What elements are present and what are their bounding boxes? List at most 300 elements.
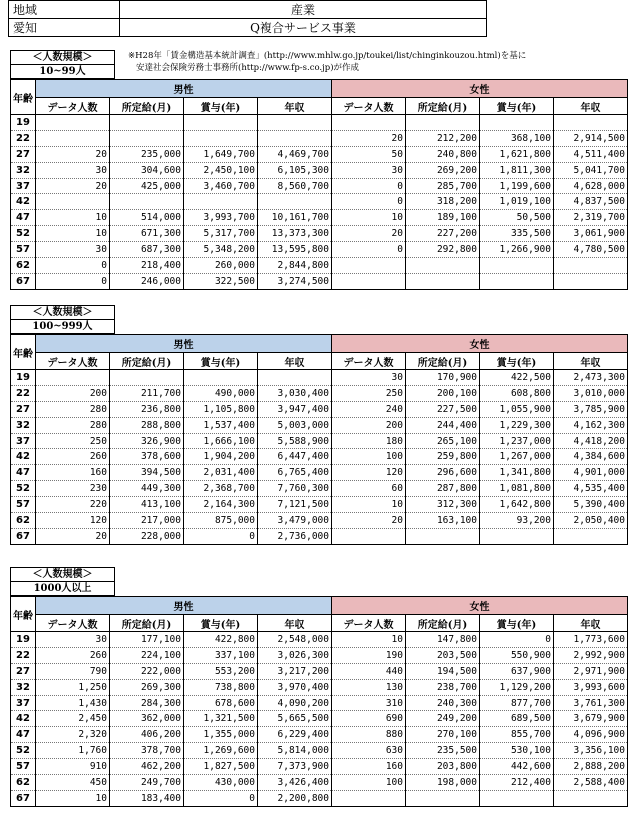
female-cell: 30 — [332, 370, 406, 386]
female-cell: 1,773,600 — [554, 632, 628, 648]
female-cell: 2,588,400 — [554, 775, 628, 791]
male-cell — [184, 370, 258, 386]
table-header-row — [11, 335, 628, 353]
age-cell: 22 — [11, 647, 36, 663]
female-cell — [480, 258, 554, 274]
female-cell: 2,473,300 — [554, 370, 628, 386]
male-cell: 6,447,400 — [258, 449, 332, 465]
column-header-bonus: 賞与(年) — [184, 98, 258, 115]
male-cell — [36, 194, 110, 210]
age-header: 年齢 — [11, 80, 36, 115]
female-cell — [480, 528, 554, 544]
male-cell: 8,560,700 — [258, 178, 332, 194]
female-cell: 287,800 — [406, 481, 480, 497]
male-cell: 362,000 — [110, 711, 184, 727]
male-cell: 20 — [36, 146, 110, 162]
age-cell: 32 — [11, 679, 36, 695]
female-cell: 203,500 — [406, 647, 480, 663]
female-cell: 0 — [332, 194, 406, 210]
age-cell: 19 — [11, 115, 36, 131]
male-cell: 0 — [184, 790, 258, 806]
female-cell: 212,400 — [480, 775, 554, 791]
age-cell: 27 — [11, 146, 36, 162]
table-row — [11, 775, 628, 791]
female-cell: 235,500 — [406, 743, 480, 759]
female-cell: 0 — [332, 242, 406, 258]
table-row — [11, 194, 628, 210]
female-cell — [554, 258, 628, 274]
male-cell: 217,000 — [110, 513, 184, 529]
table-row — [11, 647, 628, 663]
age-cell: 27 — [11, 401, 36, 417]
table-row — [11, 385, 628, 401]
table-row — [11, 115, 628, 131]
female-cell — [332, 115, 406, 131]
male-cell: 4,090,200 — [258, 695, 332, 711]
male-cell: 430,000 — [184, 775, 258, 791]
female-header: 女性 — [332, 80, 628, 98]
female-cell: 30 — [332, 162, 406, 178]
male-cell: 378,700 — [110, 743, 184, 759]
female-cell: 1,266,900 — [480, 242, 554, 258]
male-cell: 2,548,000 — [258, 632, 332, 648]
male-cell: 13,373,300 — [258, 226, 332, 242]
male-cell: 553,200 — [184, 663, 258, 679]
female-cell: 200 — [332, 417, 406, 433]
male-cell — [258, 194, 332, 210]
male-cell: 671,300 — [110, 226, 184, 242]
column-header-bonus: 賞与(年) — [184, 353, 258, 370]
table-row — [11, 695, 628, 711]
female-cell: 130 — [332, 679, 406, 695]
male-cell: 280 — [36, 401, 110, 417]
female-cell: 285,700 — [406, 178, 480, 194]
female-cell: 5,390,400 — [554, 497, 628, 513]
age-cell: 57 — [11, 242, 36, 258]
female-cell: 3,993,600 — [554, 679, 628, 695]
column-header-monthly: 所定給(月) — [406, 615, 480, 632]
wage-table — [10, 334, 628, 545]
female-cell: 880 — [332, 727, 406, 743]
male-cell: 7,373,900 — [258, 759, 332, 775]
table-subheader-row — [11, 353, 628, 370]
table-row — [11, 401, 628, 417]
table-row — [11, 433, 628, 449]
male-cell: 200 — [36, 385, 110, 401]
male-header: 男性 — [36, 80, 332, 98]
table-row — [11, 727, 628, 743]
age-cell: 67 — [11, 273, 36, 289]
male-cell: 3,460,700 — [184, 178, 258, 194]
male-cell: 490,000 — [184, 385, 258, 401]
column-header-annual: 年収 — [554, 615, 628, 632]
male-cell: 326,900 — [110, 433, 184, 449]
male-cell: 3,947,400 — [258, 401, 332, 417]
column-header-annual: 年収 — [258, 615, 332, 632]
male-cell: 224,100 — [110, 647, 184, 663]
table-row — [11, 273, 628, 289]
table-row — [11, 632, 628, 648]
column-header-bonus: 賞与(年) — [480, 353, 554, 370]
age-cell: 47 — [11, 727, 36, 743]
male-cell: 378,600 — [110, 449, 184, 465]
male-cell: 236,800 — [110, 401, 184, 417]
male-cell: 2,164,300 — [184, 497, 258, 513]
age-header: 年齢 — [11, 597, 36, 632]
female-cell: 1,129,200 — [480, 679, 554, 695]
table-header-row — [11, 597, 628, 615]
female-cell: 4,628,000 — [554, 178, 628, 194]
female-cell: 3,061,900 — [554, 226, 628, 242]
male-cell: 1,649,700 — [184, 146, 258, 162]
female-cell: 0 — [480, 632, 554, 648]
female-cell: 10 — [332, 210, 406, 226]
male-cell — [184, 130, 258, 146]
column-header-bonus: 賞与(年) — [480, 98, 554, 115]
female-cell: 608,800 — [480, 385, 554, 401]
table-row — [11, 497, 628, 513]
female-cell: 240,800 — [406, 146, 480, 162]
table-row — [11, 790, 628, 806]
female-cell: 50 — [332, 146, 406, 162]
column-header-annual: 年収 — [554, 353, 628, 370]
female-cell: 60 — [332, 481, 406, 497]
male-cell: 1,760 — [36, 743, 110, 759]
age-cell: 37 — [11, 695, 36, 711]
age-cell: 32 — [11, 417, 36, 433]
male-cell: 2,844,800 — [258, 258, 332, 274]
age-cell: 42 — [11, 711, 36, 727]
male-cell: 322,500 — [184, 273, 258, 289]
female-cell: 180 — [332, 433, 406, 449]
age-cell: 47 — [11, 210, 36, 226]
age-cell: 19 — [11, 370, 36, 386]
size-section — [10, 50, 628, 290]
table-row — [11, 146, 628, 162]
female-cell: 227,500 — [406, 401, 480, 417]
male-cell: 1,537,400 — [184, 417, 258, 433]
age-cell: 62 — [11, 775, 36, 791]
female-cell: 3,356,100 — [554, 743, 628, 759]
age-cell: 62 — [11, 258, 36, 274]
male-cell: 222,000 — [110, 663, 184, 679]
male-cell: 30 — [36, 162, 110, 178]
male-cell — [110, 194, 184, 210]
table-row — [11, 513, 628, 529]
male-cell: 218,400 — [110, 258, 184, 274]
female-cell: 50,500 — [480, 210, 554, 226]
male-cell: 738,800 — [184, 679, 258, 695]
female-cell — [406, 790, 480, 806]
female-cell: 100 — [332, 449, 406, 465]
male-cell: 4,469,700 — [258, 146, 332, 162]
male-cell: 30 — [36, 242, 110, 258]
table-row — [11, 162, 628, 178]
age-cell: 37 — [11, 178, 36, 194]
male-cell: 462,200 — [110, 759, 184, 775]
column-header-monthly: 所定給(月) — [406, 353, 480, 370]
female-cell: 1,019,100 — [480, 194, 554, 210]
male-cell: 5,003,000 — [258, 417, 332, 433]
column-header-count: データ人数 — [332, 615, 406, 632]
table-row — [11, 711, 628, 727]
table-row — [11, 226, 628, 242]
column-header-count: データ人数 — [332, 353, 406, 370]
female-cell: 189,100 — [406, 210, 480, 226]
column-header-annual: 年収 — [258, 353, 332, 370]
size-label: 100~999人 — [10, 320, 115, 334]
male-cell: 160 — [36, 465, 110, 481]
column-header-monthly: 所定給(月) — [406, 98, 480, 115]
column-header-annual: 年収 — [258, 98, 332, 115]
source-note-line2: 安達社会保険労務士事務所(http://www.fp-s.co.jp)が作成 — [136, 63, 360, 73]
female-cell: 200,100 — [406, 385, 480, 401]
female-cell: 296,600 — [406, 465, 480, 481]
table-header-row — [11, 80, 628, 98]
female-cell: 194,500 — [406, 663, 480, 679]
male-cell: 1,904,200 — [184, 449, 258, 465]
male-cell: 790 — [36, 663, 110, 679]
female-cell: 637,900 — [480, 663, 554, 679]
table-row — [11, 130, 628, 146]
age-cell: 32 — [11, 162, 36, 178]
male-cell — [184, 115, 258, 131]
female-cell: 2,050,400 — [554, 513, 628, 529]
male-cell: 3,274,500 — [258, 273, 332, 289]
industry-label: 産業 — [120, 1, 487, 19]
wage-table — [10, 596, 628, 807]
male-cell: 2,450,100 — [184, 162, 258, 178]
female-cell — [554, 790, 628, 806]
age-cell: 67 — [11, 790, 36, 806]
table-row — [11, 417, 628, 433]
male-cell: 1,105,800 — [184, 401, 258, 417]
male-cell: 13,595,800 — [258, 242, 332, 258]
female-cell: 368,100 — [480, 130, 554, 146]
female-cell — [332, 258, 406, 274]
female-cell — [554, 273, 628, 289]
male-cell — [258, 115, 332, 131]
male-cell: 250 — [36, 433, 110, 449]
female-cell: 690 — [332, 711, 406, 727]
table-row — [11, 258, 628, 274]
male-header: 男性 — [36, 597, 332, 615]
male-cell: 5,588,900 — [258, 433, 332, 449]
male-cell: 6,229,400 — [258, 727, 332, 743]
male-cell: 1,355,000 — [184, 727, 258, 743]
male-cell — [36, 130, 110, 146]
table-subheader-row — [11, 615, 628, 632]
female-cell: 4,418,200 — [554, 433, 628, 449]
female-cell: 335,500 — [480, 226, 554, 242]
male-cell — [258, 130, 332, 146]
female-cell: 270,100 — [406, 727, 480, 743]
male-cell: 7,121,500 — [258, 497, 332, 513]
female-cell: 855,700 — [480, 727, 554, 743]
male-cell: 0 — [184, 528, 258, 544]
female-cell — [480, 115, 554, 131]
female-cell: 20 — [332, 513, 406, 529]
female-cell: 1,055,900 — [480, 401, 554, 417]
female-cell: 630 — [332, 743, 406, 759]
male-cell: 0 — [36, 258, 110, 274]
female-cell: 442,600 — [480, 759, 554, 775]
female-cell: 190 — [332, 647, 406, 663]
female-cell: 4,535,400 — [554, 481, 628, 497]
female-cell: 2,319,700 — [554, 210, 628, 226]
male-cell — [36, 115, 110, 131]
male-cell: 230 — [36, 481, 110, 497]
male-cell: 20 — [36, 528, 110, 544]
male-cell: 6,765,400 — [258, 465, 332, 481]
female-cell: 4,901,000 — [554, 465, 628, 481]
age-cell: 22 — [11, 385, 36, 401]
male-cell: 3,970,400 — [258, 679, 332, 695]
male-cell: 3,993,700 — [184, 210, 258, 226]
male-cell: 177,100 — [110, 632, 184, 648]
size-label: 1000人以上 — [10, 582, 115, 596]
male-cell — [36, 370, 110, 386]
female-cell: 4,511,400 — [554, 146, 628, 162]
female-cell: 4,162,300 — [554, 417, 628, 433]
female-cell: 203,800 — [406, 759, 480, 775]
female-cell: 249,200 — [406, 711, 480, 727]
male-cell: 260,000 — [184, 258, 258, 274]
female-cell — [554, 528, 628, 544]
female-cell — [406, 115, 480, 131]
female-cell — [332, 528, 406, 544]
female-cell: 100 — [332, 775, 406, 791]
female-cell: 240 — [332, 401, 406, 417]
female-cell: 147,800 — [406, 632, 480, 648]
male-cell: 450 — [36, 775, 110, 791]
table-row — [11, 242, 628, 258]
column-header-count: データ人数 — [36, 353, 110, 370]
male-cell: 1,666,100 — [184, 433, 258, 449]
age-cell: 42 — [11, 194, 36, 210]
female-cell: 1,199,600 — [480, 178, 554, 194]
female-cell: 238,700 — [406, 679, 480, 695]
female-cell: 689,500 — [480, 711, 554, 727]
male-cell: 5,317,700 — [184, 226, 258, 242]
female-cell: 20 — [332, 226, 406, 242]
age-header: 年齢 — [11, 335, 36, 370]
male-cell: 260 — [36, 449, 110, 465]
scale-label: ＜人数規模＞ — [10, 50, 115, 65]
female-cell: 440 — [332, 663, 406, 679]
region-value: 愛知 — [9, 19, 120, 37]
male-cell: 2,200,800 — [258, 790, 332, 806]
female-cell: 160 — [332, 759, 406, 775]
age-cell: 52 — [11, 481, 36, 497]
female-cell: 310 — [332, 695, 406, 711]
male-cell: 413,100 — [110, 497, 184, 513]
male-cell — [184, 194, 258, 210]
male-cell: 910 — [36, 759, 110, 775]
female-cell: 2,992,900 — [554, 647, 628, 663]
female-cell: 0 — [332, 178, 406, 194]
female-cell: 1,341,800 — [480, 465, 554, 481]
header-table — [8, 0, 487, 37]
age-cell: 27 — [11, 663, 36, 679]
source-note-line1: ※H28年「賃金構造基本統計調査」(http://www.mhlw.go.jp/toukei/list/chinginkouzou.html)を基に — [128, 51, 527, 61]
column-header-monthly: 所定給(月) — [110, 98, 184, 115]
male-cell: 2,450 — [36, 711, 110, 727]
female-cell: 4,384,600 — [554, 449, 628, 465]
scale-label: ＜人数規模＞ — [10, 567, 115, 582]
male-cell: 220 — [36, 497, 110, 513]
female-cell: 2,914,500 — [554, 130, 628, 146]
female-header: 女性 — [332, 335, 628, 353]
female-cell — [480, 790, 554, 806]
female-cell: 1,811,300 — [480, 162, 554, 178]
female-cell: 170,900 — [406, 370, 480, 386]
male-cell: 1,269,600 — [184, 743, 258, 759]
female-cell: 318,200 — [406, 194, 480, 210]
column-header-count: データ人数 — [36, 615, 110, 632]
female-cell: 93,200 — [480, 513, 554, 529]
table-row — [11, 370, 628, 386]
male-cell: 449,300 — [110, 481, 184, 497]
male-cell: 269,300 — [110, 679, 184, 695]
column-header-bonus: 賞与(年) — [480, 615, 554, 632]
table-row — [11, 449, 628, 465]
table-row — [11, 528, 628, 544]
female-cell: 1,621,800 — [480, 146, 554, 162]
male-cell: 1,430 — [36, 695, 110, 711]
female-cell: 10 — [332, 497, 406, 513]
table-subheader-row — [11, 98, 628, 115]
age-cell: 57 — [11, 759, 36, 775]
female-cell — [406, 273, 480, 289]
male-cell: 20 — [36, 178, 110, 194]
size-section — [10, 305, 628, 545]
female-header: 女性 — [332, 597, 628, 615]
male-cell: 425,000 — [110, 178, 184, 194]
female-cell: 20 — [332, 130, 406, 146]
industry-value: Q複合サービス事業 — [120, 19, 487, 37]
column-header-bonus: 賞与(年) — [184, 615, 258, 632]
male-cell: 304,600 — [110, 162, 184, 178]
female-cell: 120 — [332, 465, 406, 481]
female-cell: 4,837,500 — [554, 194, 628, 210]
male-cell: 10 — [36, 210, 110, 226]
female-cell — [406, 258, 480, 274]
female-cell: 292,800 — [406, 242, 480, 258]
male-cell — [110, 130, 184, 146]
male-cell: 687,300 — [110, 242, 184, 258]
male-cell: 1,827,500 — [184, 759, 258, 775]
table-row — [11, 743, 628, 759]
female-cell: 3,761,300 — [554, 695, 628, 711]
female-cell — [480, 273, 554, 289]
male-cell: 10 — [36, 226, 110, 242]
female-cell: 4,096,900 — [554, 727, 628, 743]
male-cell: 211,700 — [110, 385, 184, 401]
age-cell: 57 — [11, 497, 36, 513]
table-row — [11, 679, 628, 695]
age-cell: 52 — [11, 226, 36, 242]
table-row — [11, 210, 628, 226]
female-cell: 250 — [332, 385, 406, 401]
male-cell: 10,161,700 — [258, 210, 332, 226]
female-cell: 2,971,900 — [554, 663, 628, 679]
female-cell — [406, 528, 480, 544]
female-cell: 4,780,500 — [554, 242, 628, 258]
female-cell: 1,081,800 — [480, 481, 554, 497]
female-cell: 877,700 — [480, 695, 554, 711]
male-cell: 235,000 — [110, 146, 184, 162]
